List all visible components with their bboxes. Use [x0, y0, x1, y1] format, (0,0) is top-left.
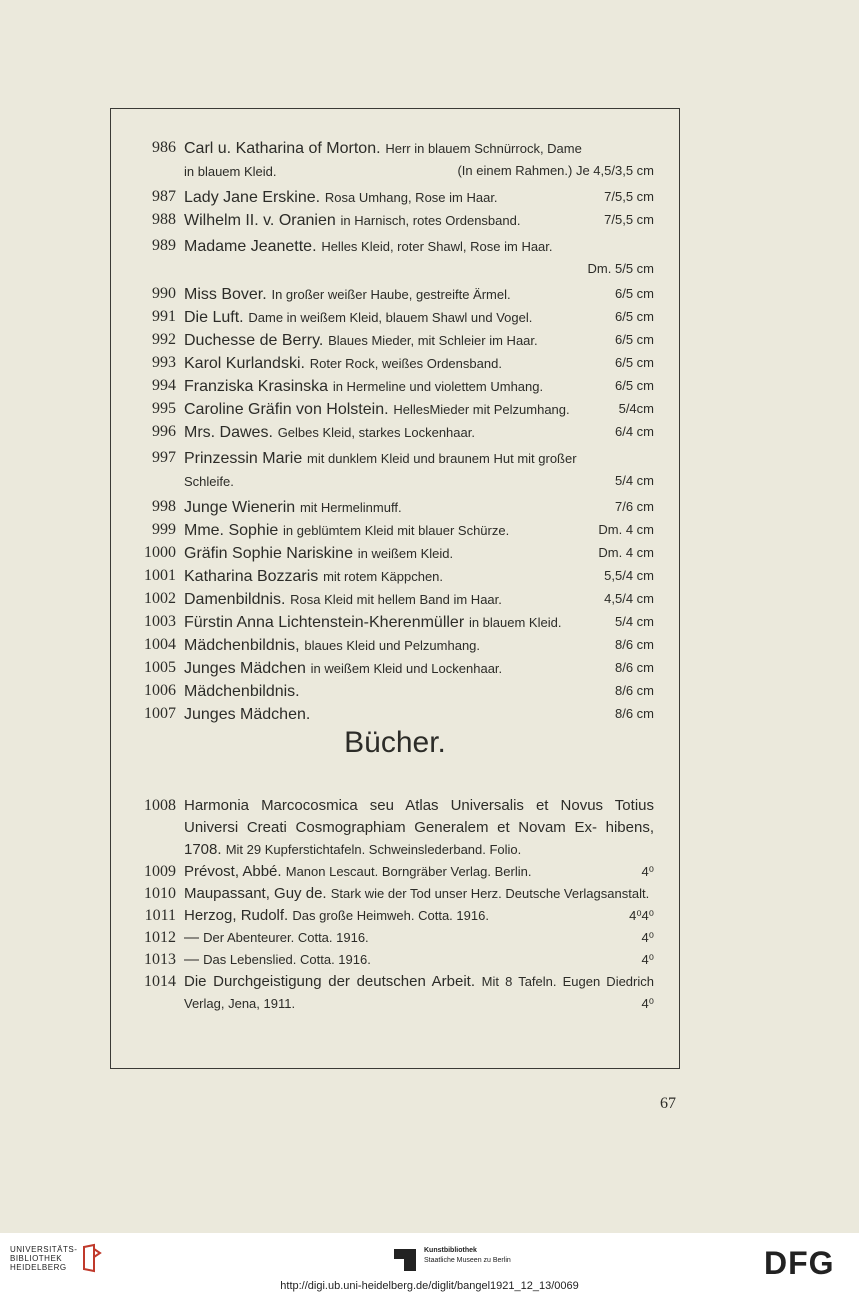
entry-description: In großer weißer Haube, gestreifte Ärmel.: [271, 287, 511, 302]
entry-description: Gelbes Kleid, starkes Lockenhaar.: [277, 425, 475, 440]
entry-name: Lady Jane Erskine.: [184, 189, 321, 206]
catalog-entry: [138, 398, 654, 421]
entry-description: Helles Kleid, roter Shawl, Rose im Haar.: [321, 239, 553, 254]
entry-description: Dame in weißem Kleid, blauem Shawl und Vogel.: [248, 310, 533, 325]
entry-name: Die Luft.: [184, 309, 244, 326]
catalog-entry: [138, 283, 654, 306]
entry-name: Mme. Sophie: [184, 522, 279, 539]
catalog-entry: [138, 611, 654, 634]
entry-name: Fürstin Anna Lichtenstein-Kherenmüller: [184, 614, 465, 631]
entry-size: 6/5 cm: [614, 378, 654, 393]
entry-name: Duchesse de Berry.: [184, 332, 324, 349]
entry-size: 6/4 cm: [614, 424, 654, 439]
book-number: 1012: [144, 929, 176, 946]
entry-description: mit dunklem Kleid und braunem Hut mit großer: [307, 451, 577, 466]
entry-size: 5/4cm: [618, 401, 654, 416]
book-text: [184, 795, 654, 861]
catalog-entry: [138, 235, 654, 280]
entry-name: Wilhelm II. v. Oranien: [184, 212, 336, 229]
entry-number: 1003: [144, 613, 176, 630]
entry-name: Damenbildnis.: [184, 591, 286, 608]
book-format: 4⁰: [641, 996, 654, 1011]
entry-description: HellesMieder mit Pelzumhang.: [393, 402, 570, 417]
entry-size: 6/5 cm: [614, 309, 654, 324]
heidelberg-logo[interactable]: [10, 1245, 130, 1272]
book-number: 1010: [144, 885, 176, 902]
entry-description: in Harnisch, rotes Ordensband.: [340, 213, 521, 228]
entry-size: 7/5,5 cm: [604, 212, 654, 227]
kunstbibliothek-mark-icon: [394, 1249, 416, 1271]
book-title: Herzog, Rudolf.: [184, 907, 289, 924]
entry-continuation: [184, 470, 654, 493]
catalog-entry: [138, 306, 654, 329]
catalog-entry: [138, 657, 654, 680]
book-details: Manon Lescaut. Borngräber Verlag. Berlin.: [285, 864, 532, 879]
book-entries: [138, 795, 654, 1015]
entry-size: 5,5/4 cm: [604, 568, 654, 583]
entry-number: 998: [152, 498, 176, 515]
source-url[interactable]: http://digi.ub.uni-heidelberg.de/diglit/bangel1921_12_13/0069: [280, 1280, 579, 1292]
book-title: Die Durchgeistigung der deutschen Arbeit.: [184, 973, 475, 990]
entry-continuation-text: in blauem Kleid.: [184, 164, 277, 179]
book-entry: [138, 949, 654, 971]
entry-size: 8/6 cm: [614, 706, 654, 721]
catalog-entry: [138, 421, 654, 444]
book-number: 1014: [144, 973, 176, 990]
entry-name: Madame Jeanette.: [184, 238, 317, 255]
entry-description: in weißem Kleid und Lockenhaar.: [310, 661, 503, 676]
entry-name: Mädchenbildnis.: [184, 683, 300, 700]
book-number: 1008: [144, 797, 176, 814]
entry-size: (In einem Rahmen.) Je 4,5/3,5 cm: [457, 163, 654, 178]
entry-number: 999: [152, 521, 176, 538]
entry-number: 1000: [144, 544, 176, 561]
entry-name: Junge Wienerin: [184, 499, 296, 516]
entry-number: 1002: [144, 590, 176, 607]
entry-size: 6/5 cm: [614, 286, 654, 301]
kb-subtitle: Staatliche Museen zu Berlin: [424, 1257, 511, 1264]
entry-description: Rosa Kleid mit hellem Band im Haar.: [290, 592, 502, 607]
entry-continuation-text: Schleife.: [184, 474, 234, 489]
entry-size: 5/4 cm: [614, 473, 654, 488]
catalog-entry: [138, 634, 654, 657]
entry-number: 1005: [144, 659, 176, 676]
book-title: Harmonia Marcocosmica seu Atlas Universalis et Novus Totius Universi Creati Cosmographiam Generalem et Novam Ex- hibens, 1708.: [184, 797, 654, 858]
entry-continuation: [184, 160, 654, 183]
book-format: 4⁰: [629, 908, 642, 923]
book-title: Prévost, Abbé.: [184, 863, 282, 880]
book-title: —: [184, 929, 199, 946]
entry-number: 992: [152, 331, 176, 348]
footer-bar: [0, 1233, 859, 1294]
entry-description: mit Hermelinmuff.: [299, 500, 402, 515]
uni-line-1: UNIVERSITÄTS-: [10, 1245, 78, 1254]
book-number: 1011: [144, 907, 176, 924]
entry-description: Blaues Mieder, mit Schleier im Haar.: [328, 333, 538, 348]
entry-size: Dm. 4 cm: [598, 545, 654, 560]
catalog-entry: [138, 137, 654, 183]
book-details: Das Lebenslied. Cotta. 1916.: [203, 952, 371, 967]
book-text: [184, 971, 654, 1015]
entry-size: 8/6 cm: [614, 683, 654, 698]
catalog-entry: [138, 703, 654, 726]
entry-name: Miss Bover.: [184, 286, 267, 303]
book-format: 4⁰: [641, 908, 654, 923]
book-format: 4⁰: [641, 952, 654, 967]
entry-name: Mädchenbildnis,: [184, 637, 300, 654]
book-title: —: [184, 951, 199, 968]
entry-number: 1004: [144, 636, 176, 653]
catalog-entry: [138, 588, 654, 611]
catalog-entry: [138, 352, 654, 375]
book-entry: [138, 795, 654, 861]
entry-size: 6/5 cm: [614, 355, 654, 370]
catalog-entry: [138, 519, 654, 542]
entry-number: 994: [152, 377, 176, 394]
entry-name: Karol Kurlandski.: [184, 355, 305, 372]
catalog-entry: [138, 186, 654, 209]
entry-number: 996: [152, 423, 176, 440]
book-details: Der Abenteurer. Cotta. 1916.: [203, 930, 369, 945]
entry-description: in weißem Kleid.: [357, 546, 454, 561]
entry-number: 1007: [144, 705, 176, 722]
catalog-entry: [138, 496, 654, 519]
entry-description: in geblümtem Kleid mit blauer Schürze.: [283, 523, 510, 538]
book-entry: [138, 971, 654, 1015]
dfg-logo[interactable]: DFG: [764, 1245, 835, 1281]
catalog-entries: [138, 137, 654, 726]
entry-continuation: [184, 258, 654, 280]
book-details: Das große Heimweh. Cotta. 1916.: [292, 908, 489, 923]
entry-name: Carl u. Katharina of Morton.: [184, 140, 381, 157]
entry-size: 4,5/4 cm: [604, 591, 654, 606]
entry-number: 986: [152, 139, 176, 156]
book-entry: [138, 927, 654, 949]
entry-name: Caroline Gräfin von Holstein.: [184, 401, 389, 418]
heidelberg-emblem-icon: [80, 1243, 102, 1273]
catalog-entry: [138, 447, 654, 493]
entry-size: Dm. 4 cm: [598, 522, 654, 537]
entry-description: Herr in blauem Schnürrock, Dame: [385, 141, 582, 156]
book-title: Maupassant, Guy de.: [184, 885, 327, 902]
catalog-entry: [138, 329, 654, 352]
book-text: [184, 949, 654, 971]
entry-number: 987: [152, 188, 176, 205]
book-format: 4⁰: [641, 864, 654, 879]
catalog-entry: [138, 565, 654, 588]
entry-description: blaues Kleid und Pelzumhang.: [304, 638, 481, 653]
entry-name: Junges Mädchen: [184, 660, 306, 677]
entry-number: 988: [152, 211, 176, 228]
entry-number: 997: [152, 449, 176, 466]
entry-name: Mrs. Dawes.: [184, 424, 273, 441]
section-heading: Bücher.: [344, 726, 446, 759]
entry-size: 8/6 cm: [614, 637, 654, 652]
kb-title: Kunstbibliothek: [424, 1247, 477, 1254]
entry-number: 991: [152, 308, 176, 325]
entry-number: 989: [152, 237, 176, 254]
entry-size: Dm. 5/5 cm: [587, 261, 654, 276]
book-text: [184, 861, 654, 883]
book-number: 1013: [144, 951, 176, 968]
entry-size: 7/6 cm: [614, 499, 654, 514]
uni-line-2: BIBLIOTHEK: [10, 1254, 63, 1263]
book-format: 4⁰: [641, 930, 654, 945]
entry-size: 7/5,5 cm: [604, 189, 654, 204]
entry-description: in Hermeline und violettem Umhang.: [332, 379, 544, 394]
entry-number: 993: [152, 354, 176, 371]
entry-description: Rosa Umhang, Rose im Haar.: [324, 190, 498, 205]
entry-description: in blauem Kleid.: [468, 615, 562, 630]
entry-size: 6/5 cm: [614, 332, 654, 347]
book-entry: [138, 905, 654, 927]
entry-description: Roter Rock, weißes Ordensband.: [309, 356, 502, 371]
entry-size: 5/4 cm: [614, 614, 654, 629]
catalog-entry: [138, 209, 654, 232]
catalog-entry: [138, 375, 654, 398]
entry-name: Franziska Krasinska: [184, 378, 329, 395]
entry-size: 8/6 cm: [614, 660, 654, 675]
book-details: Mit 8 Tafeln. Eugen Diedrich Verlag, Jena, 1911.: [184, 974, 654, 1011]
book-details: Mit 29 Kupferstichtafeln. Schweinslederband. Folio.: [225, 842, 522, 857]
uni-line-3: HEIDELBERG: [10, 1263, 67, 1272]
entry-name: Prinzessin Marie: [184, 450, 303, 467]
entry-number: 990: [152, 285, 176, 302]
book-entry: [138, 861, 654, 883]
entry-description: mit rotem Käppchen.: [323, 569, 444, 584]
entry-number: 1001: [144, 567, 176, 584]
book-details: Stark wie der Tod unser Herz. Deutsche Verlagsanstalt.: [330, 886, 650, 901]
book-number: 1009: [144, 863, 176, 880]
entry-number: 1006: [144, 682, 176, 699]
entry-name: Katharina Bozzaris: [184, 568, 319, 585]
catalog-entry: [138, 680, 654, 703]
page-number: 67: [660, 1095, 676, 1112]
entry-name: Junges Mädchen.: [184, 706, 311, 723]
entry-number: 995: [152, 400, 176, 417]
entry-name: Gräfin Sophie Nariskine: [184, 545, 353, 562]
catalog-entry: [138, 542, 654, 565]
book-text: [184, 905, 654, 927]
book-text: [184, 927, 654, 949]
